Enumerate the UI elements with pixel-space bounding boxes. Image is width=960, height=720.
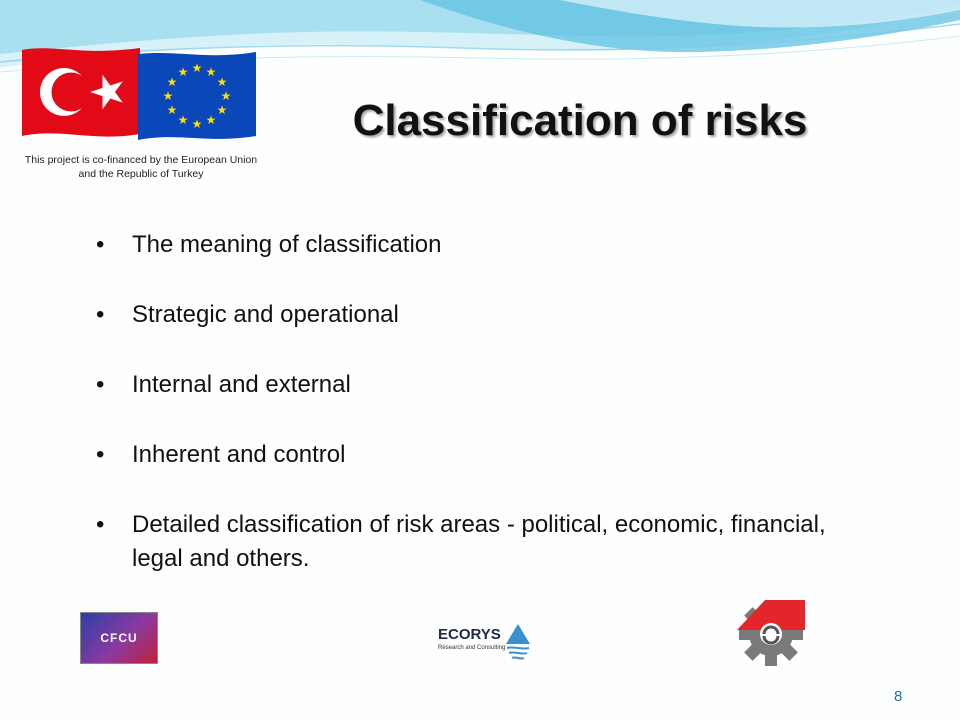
gear-logo-icon <box>728 598 814 668</box>
svg-text:★: ★ <box>216 75 228 89</box>
bullet-item: • Strategic and operational <box>96 298 876 332</box>
svg-text:★: ★ <box>191 117 203 131</box>
bullet-item: • Internal and external <box>96 368 876 402</box>
page-number: 8 <box>894 688 903 705</box>
cfcu-logo <box>80 612 158 664</box>
cfcu-logo-text: CFCU <box>100 631 138 645</box>
ecorys-tagline: Research and Consulting <box>438 645 506 651</box>
svg-text:★: ★ <box>177 65 189 79</box>
bullet-item: • The meaning of classification <box>96 228 876 262</box>
svg-text:★: ★ <box>162 89 174 103</box>
bullet-list <box>96 228 876 576</box>
svg-text:★: ★ <box>216 103 228 117</box>
svg-text:★: ★ <box>205 65 217 79</box>
svg-text:★: ★ <box>166 103 178 117</box>
ecorys-logo-text: ECORYS <box>438 626 501 643</box>
ecorys-logo <box>434 618 534 666</box>
svg-text:★: ★ <box>205 113 217 127</box>
cofinance-note: This project is co-financed by the European Union and the Republic of Turkey <box>24 154 258 180</box>
ecorys-triangle-icon <box>504 622 532 662</box>
slide-title: Classification of risks <box>352 96 808 145</box>
svg-text:★: ★ <box>191 61 203 75</box>
bullet-item: • Detailed classification of risk areas - political, economic, financial, legal and others. <box>96 508 876 576</box>
svg-text:★: ★ <box>177 113 189 127</box>
turkey-flag-icon <box>22 44 140 140</box>
svg-text:★: ★ <box>166 75 178 89</box>
bullet-item: • Inherent and control <box>96 438 876 472</box>
svg-text:★: ★ <box>220 89 232 103</box>
eu-flag-icon <box>138 50 256 142</box>
